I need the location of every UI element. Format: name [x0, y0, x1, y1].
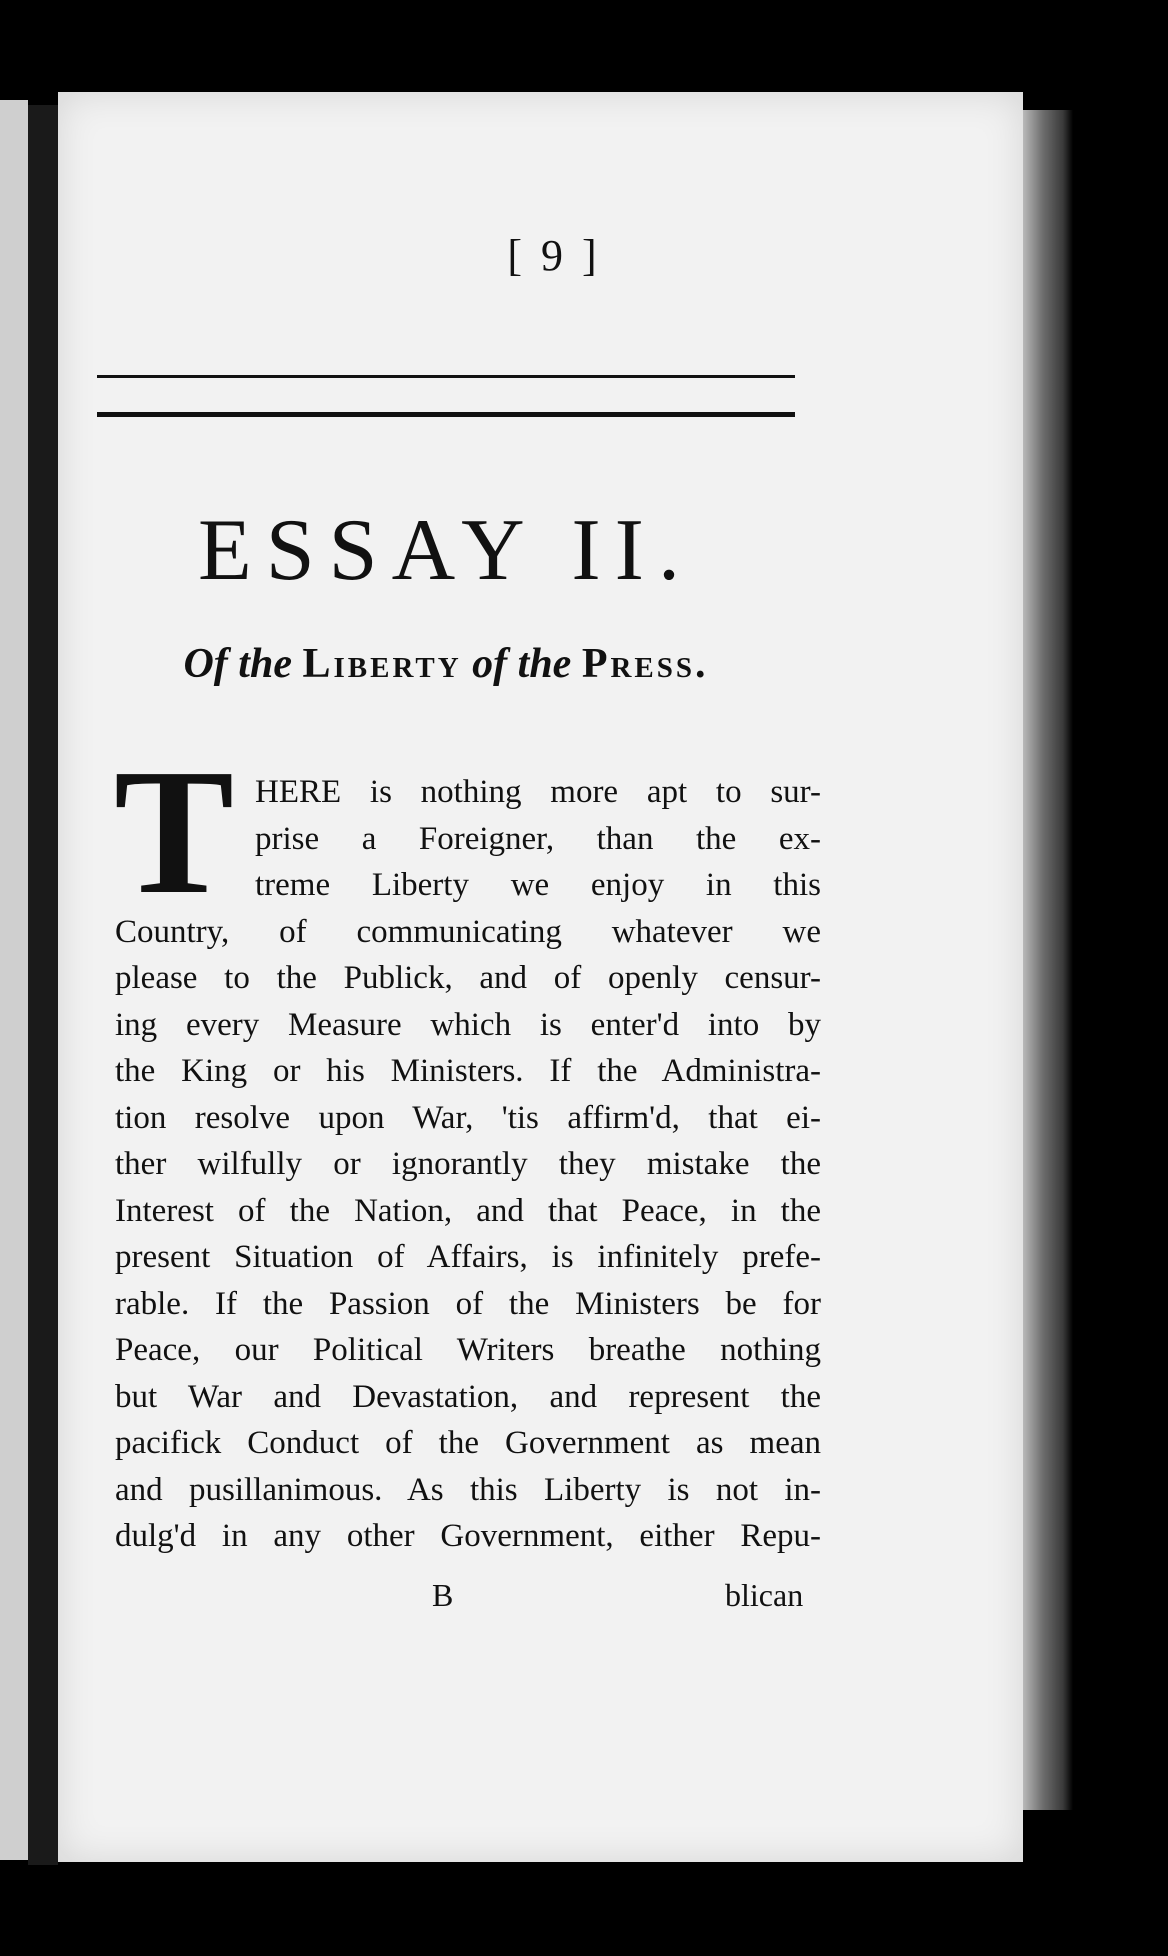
- page-fore-edge: [1023, 110, 1073, 1810]
- text-line: treme Liberty we enjoy in this: [255, 867, 821, 903]
- text-line: ther wilfully or ignorantly they mistake the: [115, 1146, 821, 1182]
- text-line: the King or his Ministers. If the Administra-: [115, 1053, 821, 1089]
- text-line: dulg'd in any other Government, either Repu-: [115, 1518, 821, 1554]
- header-rule-thin: [97, 375, 795, 378]
- text-line: Peace, our Political Writers breathe nothing: [115, 1332, 821, 1368]
- text-line: present Situation of Affairs, is infinitely prefe-: [115, 1239, 821, 1275]
- text-line: pacifick Conduct of the Government as mean: [115, 1425, 821, 1461]
- text-line: Interest of the Nation, and that Peace, in the: [115, 1192, 821, 1229]
- text-line: prise a Foreigner, than the ex-: [255, 820, 821, 857]
- facing-page-edge: [0, 100, 28, 1860]
- text-line: and pusillanimous. As this Liberty is not in-: [115, 1471, 821, 1508]
- text-line: Country, of communicating whatever we: [115, 913, 821, 950]
- text-line: please to the Publick, and of openly censur-: [115, 960, 821, 996]
- drop-cap: T: [113, 732, 235, 931]
- subtitle-of-the-1: Of the: [183, 641, 292, 687]
- subtitle-of-the-2: of the: [472, 641, 572, 687]
- text-line: HERE is nothing more apt to sur-: [255, 774, 821, 810]
- subtitle-press: Press.: [581, 641, 709, 687]
- text-line: rable. If the Passion of the Ministers be for: [115, 1285, 821, 1322]
- header-rule-thick: [97, 412, 795, 417]
- catchword: blican: [725, 1577, 804, 1613]
- binding-gutter: [28, 105, 58, 1865]
- signature-mark: B: [432, 1577, 454, 1613]
- text-line: tion resolve upon War, 'tis affirm'd, that ei-: [115, 1099, 821, 1136]
- page-number: [ 9 ]: [507, 231, 601, 280]
- essay-heading: ESSAY II.: [197, 502, 694, 599]
- subtitle-liberty: Liberty: [302, 641, 462, 687]
- text-line: but War and Devastation, and represent the: [115, 1378, 821, 1415]
- text-line: ing every Measure which is enter'd into by: [115, 1006, 821, 1043]
- essay-body: [115, 769, 821, 1560]
- essay-subtitle: [97, 640, 795, 688]
